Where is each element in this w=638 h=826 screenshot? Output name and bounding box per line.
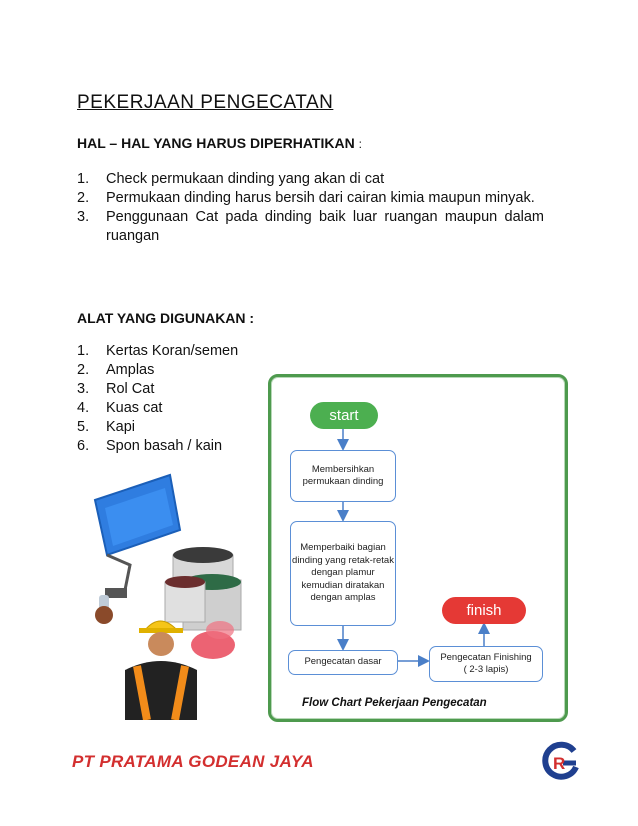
flow-start: start	[310, 402, 378, 429]
list-number: 1.	[77, 171, 90, 187]
list-text: Spon basah / kain	[106, 438, 223, 454]
list-number: 1.	[77, 343, 90, 359]
heading-colon: :	[358, 137, 362, 151]
list-number: 2.	[77, 362, 90, 378]
company-name: PT PRATAMA GODEAN JAYA	[72, 752, 314, 771]
list-text: Rol Cat	[106, 381, 155, 397]
list-text: Kapi	[106, 419, 136, 435]
list-number: 5.	[77, 419, 90, 435]
list-number: 4.	[77, 400, 90, 416]
finishing-sublabel: ( 2-3 lapis)	[463, 664, 509, 675]
list-number: 3.	[77, 381, 90, 397]
finishing-label: Pengecatan Finishing	[440, 651, 532, 663]
list-text: Check permukaan dinding yang akan di cat	[106, 171, 385, 187]
flow-step-finishing	[429, 646, 543, 682]
list-text: Permukaan dinding harus bersih dari cairan kimia maupun minyak.	[106, 190, 535, 206]
section-heading-tools: ALAT YANG DIGUNAKAN :	[77, 310, 255, 326]
svg-text:R: R	[553, 754, 566, 773]
flow-step-clean: Membersihkan permukaan dinding	[290, 450, 396, 502]
list-text: Amplas	[106, 362, 155, 378]
list-text: Kuas cat	[106, 400, 163, 416]
flow-step-repair: Memperbaiki bagian dinding yang retak-retak dengan plamur kemudian diratakan dengan amplas	[290, 521, 396, 626]
page-title: PEKERJAAN PENGECATAN	[77, 92, 334, 113]
section-heading-text: HAL – HAL YANG HARUS DIPERHATIKAN	[77, 135, 355, 151]
company-logo-icon	[541, 741, 581, 781]
flowchart-caption: Flow Chart Pekerjaan Pengecatan	[302, 697, 487, 709]
list-number: 3.	[77, 209, 90, 225]
list-text: Penggunaan Cat pada dinding baik luar ruangan maupun dalam ruangan	[106, 209, 544, 244]
list-number: 6.	[77, 438, 90, 454]
list-number: 2.	[77, 190, 90, 206]
flow-step-base-coat: Pengecatan dasar	[288, 650, 398, 675]
flow-finish: finish	[442, 597, 526, 624]
list-text: Kertas Koran/semen	[106, 343, 239, 359]
